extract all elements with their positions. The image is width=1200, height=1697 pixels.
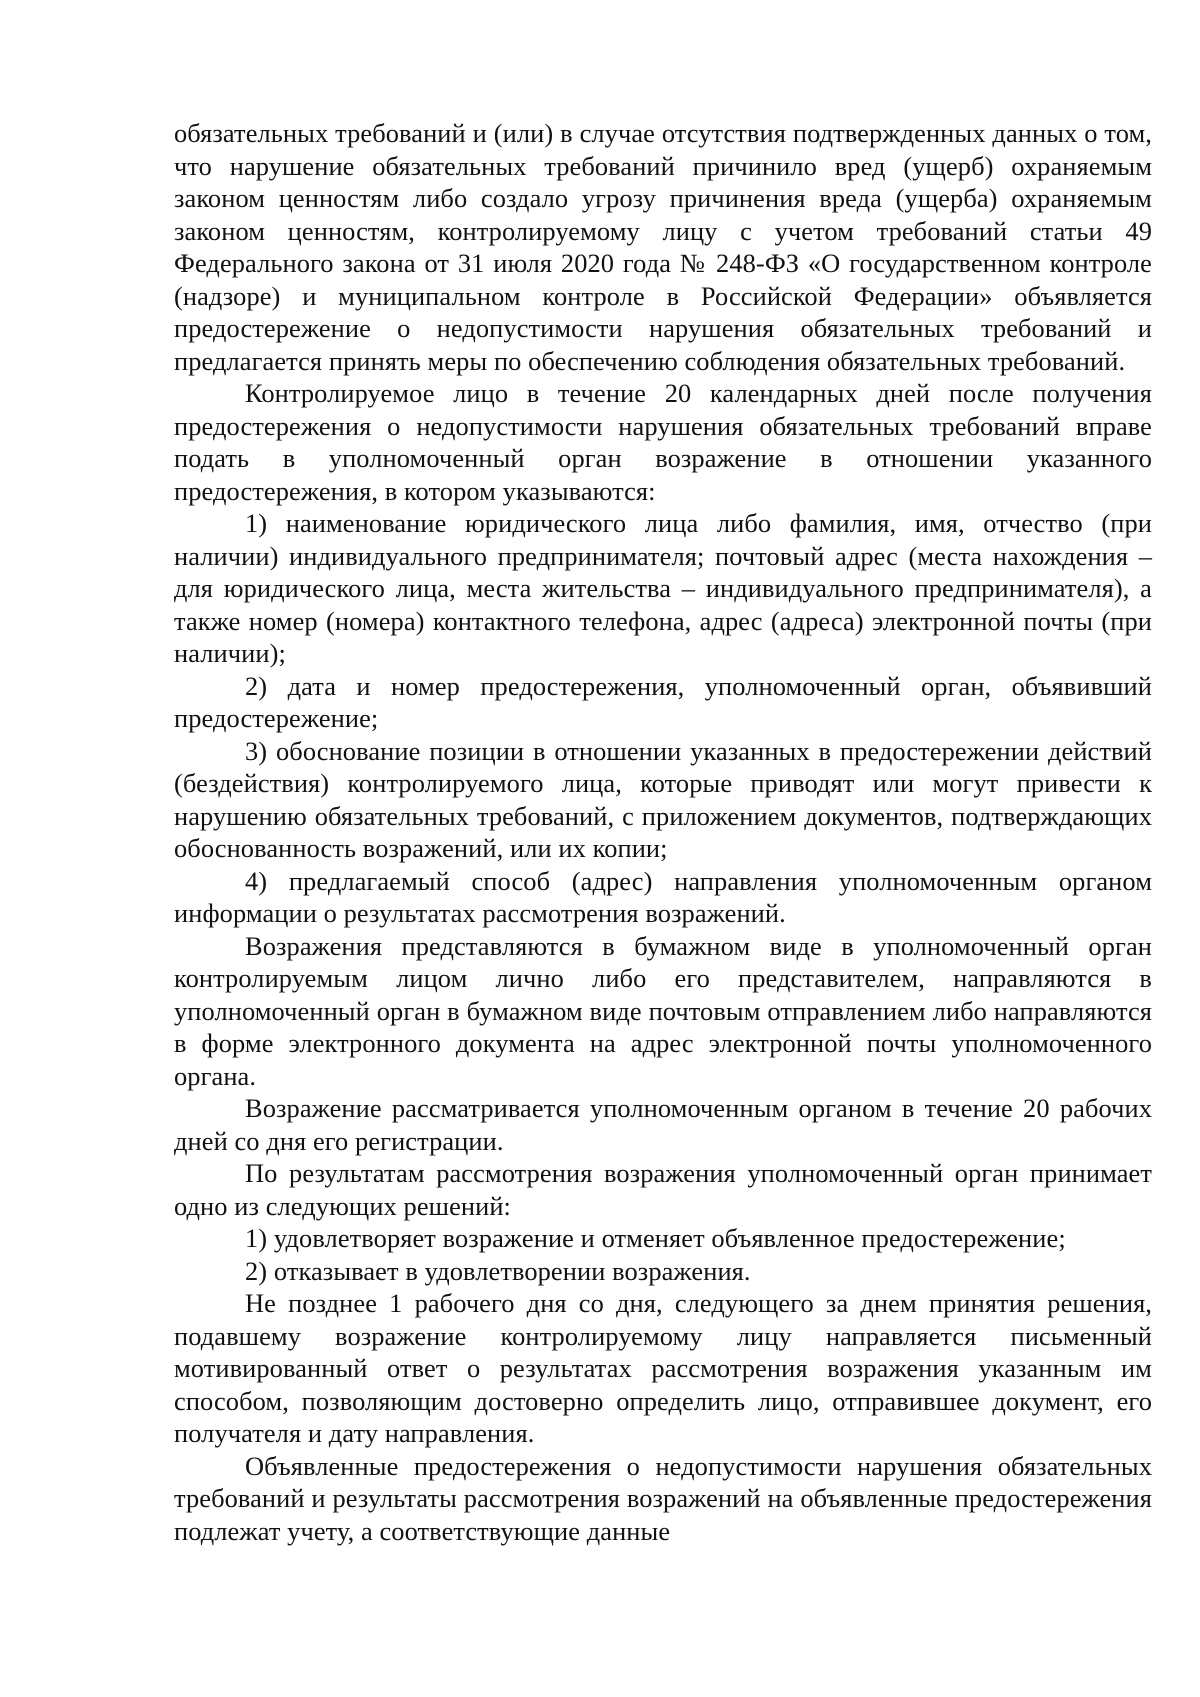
paragraph-registration: Объявленные предостережения о недопустимости нарушения обязательных требований и результаты рассмотрения возражений на объявленные предостережения подлежат учету, а соответствующие данные (174, 1450, 1152, 1546)
decision-item-2: 2) отказывает в удовлетворении возражения. (245, 1255, 751, 1286)
document-body (174, 117, 1152, 1547)
paragraph-decisions: По результатам рассмотрения возражения уполномоченный орган принимает одно из следующих решений: (174, 1158, 1152, 1221)
paragraph-objection-right: Контролируемое лицо в течение 20 календарных дней после получения предостережения о недопустимости нарушения обязательных требований вправе подать в уполномоченный орган возражение в отношении указанного предостережения, в котором указываются: (174, 378, 1152, 506)
paragraph-response: Не позднее 1 рабочего дня со дня, следующего за днем принятия решения, подавшему возражение контролируемому лицу направляется письменный мотивированный ответ о результатах рассмотрения возражения указанным им способом, позволяющим достоверно определить лицо, отправившее документ, его получателя и дату направления. (174, 1288, 1152, 1448)
list-item-2-date: 2) дата и номер предостережения, уполномоченный орган, объявивший предостережение; (174, 670, 1152, 733)
paragraph-review-term: Возражение рассматривается уполномоченным органом в течение 20 рабочих дней со дня его регистрации. (174, 1093, 1152, 1156)
list-item-3-justification: 3) обоснование позиции в отношении указанных в предостережении действий (бездействия) контролируемого лица, которые приводят или могут привести к нарушению обязательных требований, с приложением документов, подтверждающих обоснованность возражений, или их копии; (174, 735, 1152, 863)
decision-item-1: 1) удовлетворяет возражение и отменяет объявленное предостережение; (245, 1223, 1066, 1253)
list-item-1-name: 1) наименование юридического лица либо фамилия, имя, отчество (при наличии) индивидуального предпринимателя; почтовый адрес (места нахождения – для юридического лица, места жительства – индивидуального предпринимателя), а также номер (номера) контактного телефона, адрес (адреса) электронной почты (при наличии); (174, 508, 1152, 668)
list-item-4-method: 4) предлагаемый способ (адрес) направления уполномоченным органом информации о результатах рассмотрения возражений. (174, 865, 1152, 928)
paragraph-submission: Возражения представляются в бумажном виде в уполномоченный орган контролируемым лицом лично либо его представителем, направляются в уполномоченный орган в бумажном виде почтовым отправлением либо направляются в форме электронного документа на адрес электронной почты уполномоченного органа. (174, 930, 1152, 1091)
paragraph-continuation: обязательных требований и (или) в случае отсутствия подтвержденных данных о том, что нарушение обязательных требований причинило вред (ущерб) охраняемым законом ценностям либо создало угрозу причинения вреда (ущерба) охраняемым законом ценностям, контролируемому лицу с учетом требований статьи 49 Федерального закона от 31 июля 2020 года № 248-ФЗ «О государственном контроле (надзоре) и муниципальном контроле в Российской Федерации» объявляется предостережение о недопустимости нарушения обязательных требований и предлагается принять меры по обеспечению соблюдения обязательных требований. (174, 118, 1152, 376)
